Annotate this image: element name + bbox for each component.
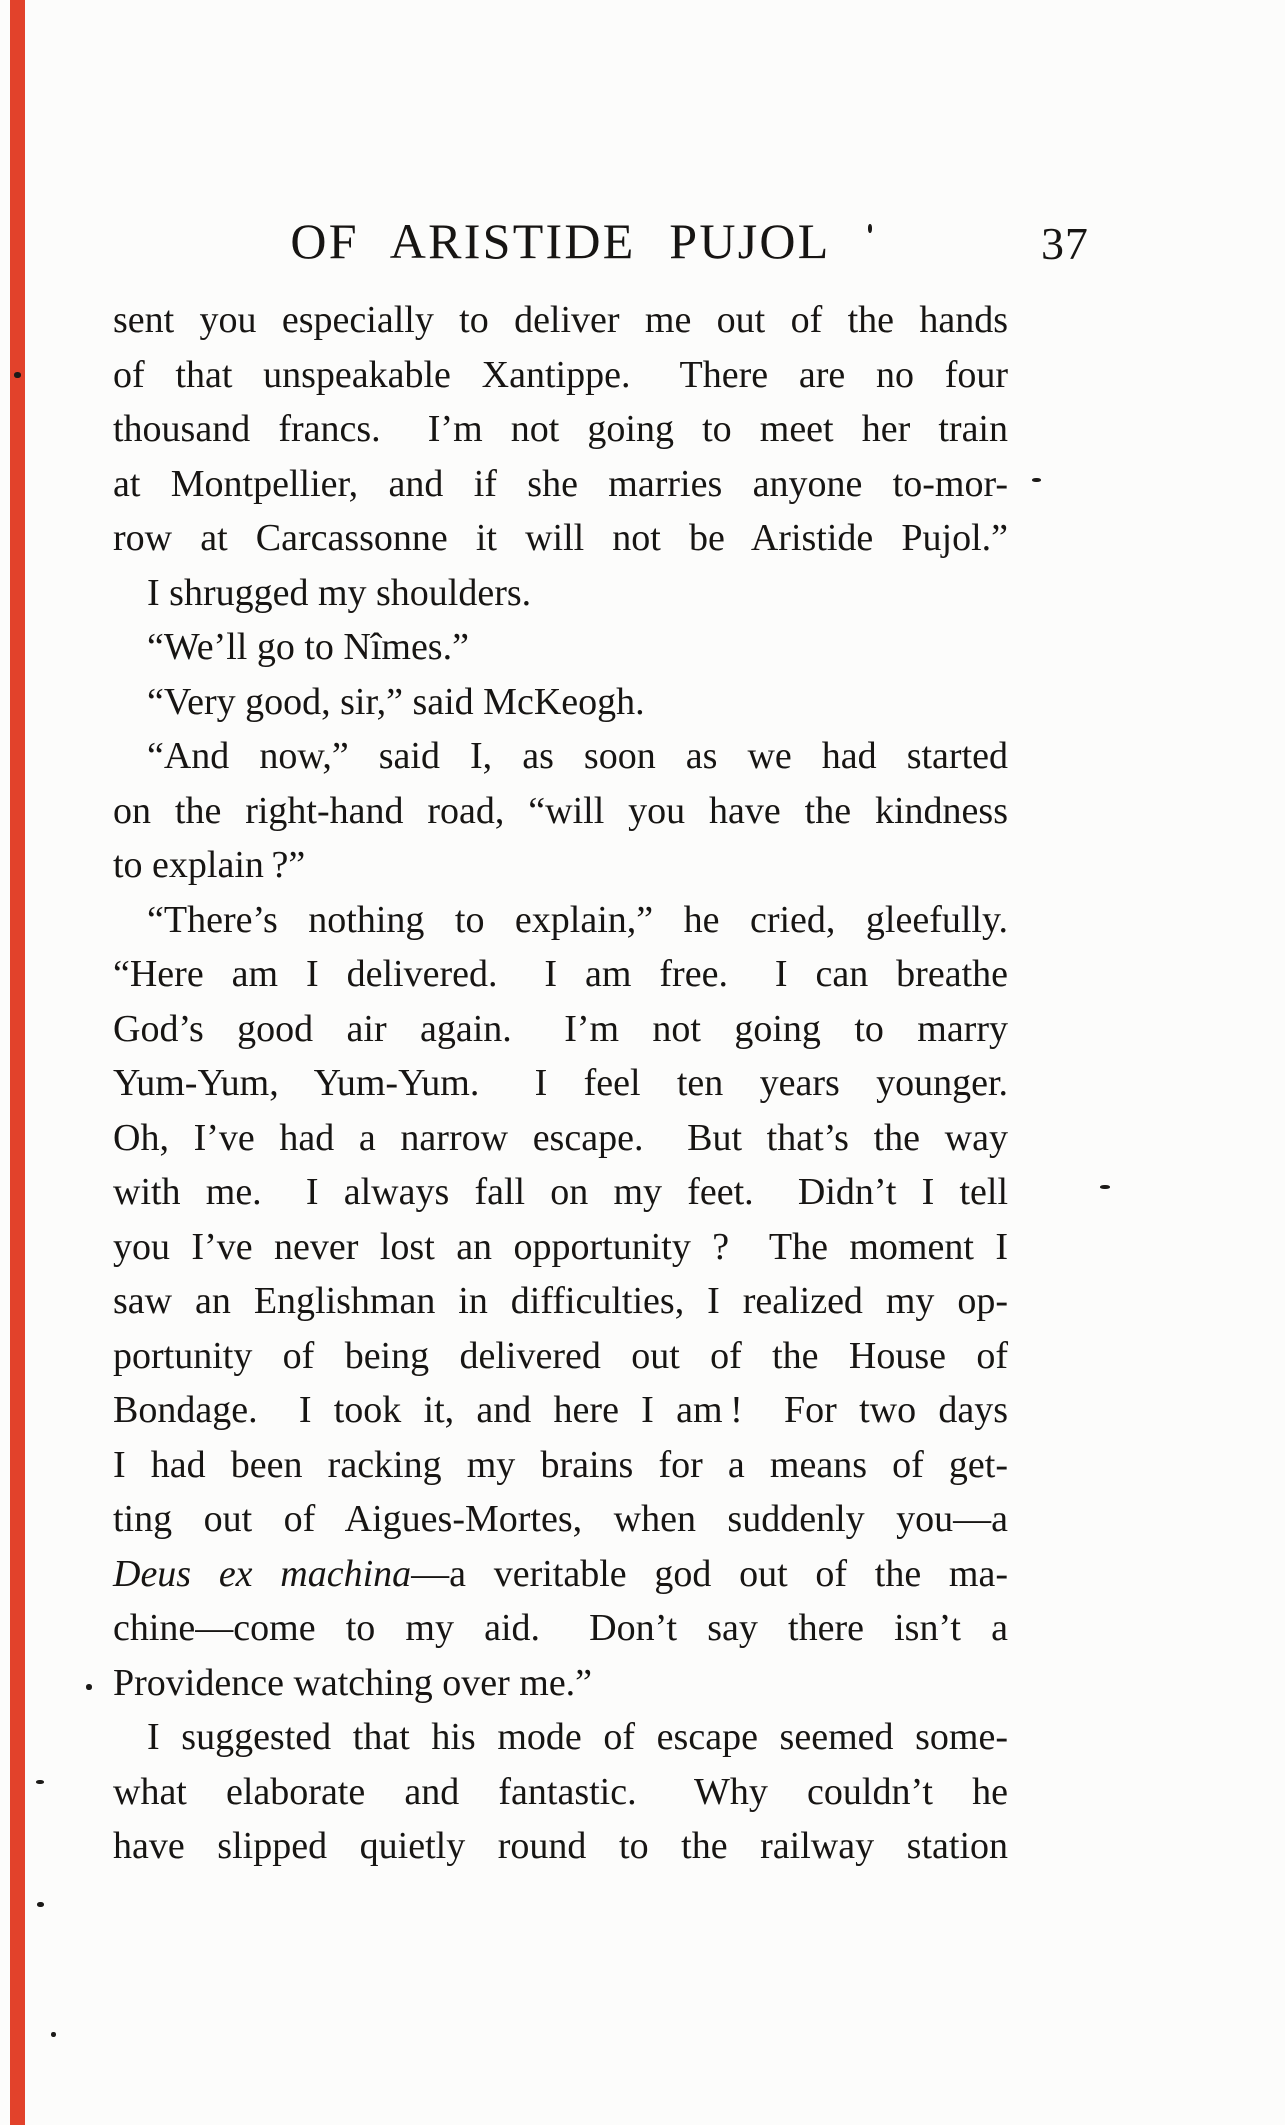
ink-speck xyxy=(14,372,21,378)
text-line: portunity of being delivered out of the House of xyxy=(113,1334,1008,1377)
ink-speck xyxy=(37,1902,44,1907)
text-line: “We’ll go to Nîmes.” xyxy=(147,626,469,668)
text-line: thousand francs. I’m not going to meet her train xyxy=(113,408,1008,450)
ink-speck xyxy=(1032,478,1041,482)
text-line: sent you especially to deliver me out of the hands xyxy=(113,299,1008,341)
ink-speck xyxy=(868,224,872,233)
ink-speck xyxy=(36,1780,44,1784)
text-line: I shrugged my shoulders. xyxy=(147,571,532,614)
text-line: God’s good air again. I’m not going to marry xyxy=(113,1007,1008,1050)
text-line: Bondage. I took it, and here I am ! For two days xyxy=(113,1389,1008,1431)
book-spine-edge xyxy=(10,0,25,2125)
ink-speck xyxy=(86,1684,92,1690)
text-line: Oh, I’ve had a narrow escape. But that’s the way xyxy=(113,1116,1008,1159)
text-line: I had been racking my brains for a means of get- xyxy=(113,1443,1008,1486)
text-line: with me. I always fall on my feet. Didn’t I tell xyxy=(113,1171,1008,1213)
text-line: I suggested that his mode of escape seemed some- xyxy=(147,1716,1008,1758)
text-line: Yum-Yum, Yum-Yum. I feel ten years younger. xyxy=(113,1062,1008,1104)
text-line: what elaborate and fantastic. Why couldn’t he xyxy=(113,1770,1008,1813)
text-line: “Very good, sir,” said McKeogh. xyxy=(147,680,645,723)
text-line: “And now,” said I, as soon as we had started xyxy=(147,735,1008,777)
text-line: on the right-hand road, “will you have the kindness xyxy=(113,789,1008,832)
text-line: at Montpellier, and if she marries anyone to-mor- xyxy=(113,462,1008,505)
text-line xyxy=(113,1547,1008,1602)
page-text-block xyxy=(113,293,1008,1874)
text-line: ting out of Aigues-Mortes, when suddenly you—a xyxy=(113,1498,1008,1540)
text-line-continuation: —a veritable god out of the ma- xyxy=(411,1552,1008,1595)
text-line: to explain ?” xyxy=(113,844,306,886)
text-line: “There’s nothing to explain,” he cried, gleefully. xyxy=(147,898,1008,941)
text-line: saw an Englishman in difficulties, I realized my op- xyxy=(113,1280,1008,1322)
text-line: of that unspeakable Xantippe. There are no four xyxy=(113,353,1008,396)
latin-phrase: Deus ex machina xyxy=(113,1552,412,1595)
text-line: Providence watching over me.” xyxy=(113,1661,593,1704)
ink-speck xyxy=(1100,1185,1110,1189)
text-line: have slipped quietly round to the railway station xyxy=(113,1825,1008,1867)
ink-speck xyxy=(51,2032,56,2037)
text-line: chine—come to my aid. Don’t say there isn’t a xyxy=(113,1607,1008,1649)
text-line: you I’ve never lost an opportunity ? The moment I xyxy=(113,1225,1008,1268)
text-line: “Here am I delivered. I am free. I can breathe xyxy=(113,953,1008,995)
page-number: 37 xyxy=(1041,218,1089,269)
text-line: row at Carcassonne it will not be Aristide Pujol.” xyxy=(113,517,1008,559)
running-title: OF ARISTIDE PUJOL xyxy=(290,213,831,269)
